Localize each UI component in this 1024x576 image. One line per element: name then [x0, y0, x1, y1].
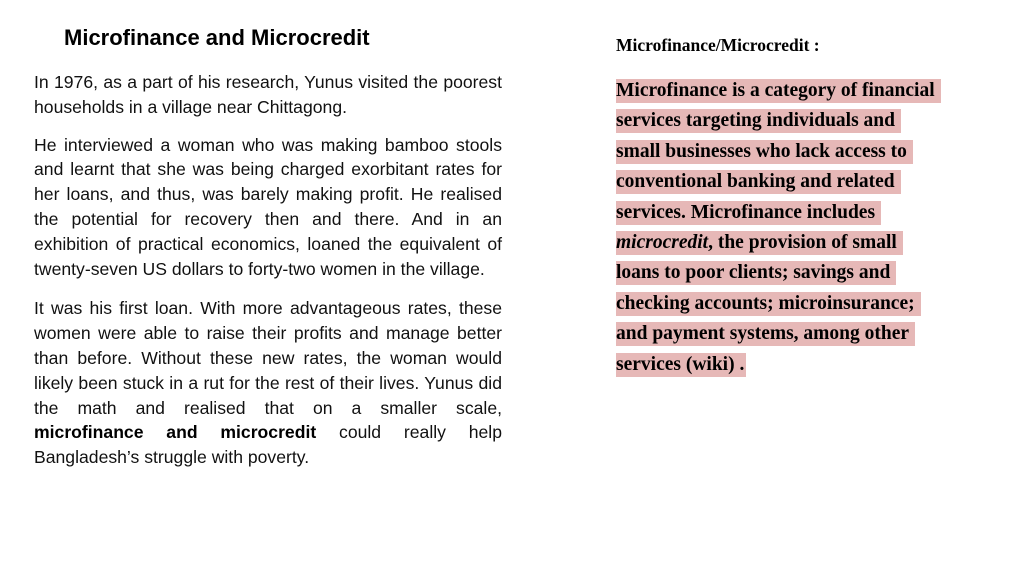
definition-line — [616, 260, 996, 290]
highlighted-text: and payment systems, among other — [616, 322, 915, 346]
highlighted-text: services. Microfinance includes — [616, 201, 881, 225]
definition-line — [616, 108, 996, 138]
definition-line — [616, 352, 996, 382]
definition-line — [616, 291, 996, 321]
highlighted-text: small businesses who lack access to — [616, 140, 913, 164]
highlighted-text-with-italic — [616, 231, 903, 255]
definition-line — [616, 139, 996, 169]
highlighted-text: loans to poor clients; savings and — [616, 261, 896, 285]
highlighted-text: Microfinance is a category of financial — [616, 79, 941, 103]
paragraph-3-text-after: could really help Bangladesh’s struggle with poverty. — [34, 422, 502, 468]
definition-line — [616, 169, 996, 199]
italic-term: microcredit — [616, 231, 709, 253]
left-title: Microfinance and Microcredit — [64, 25, 370, 50]
highlighted-text: services targeting individuals and — [616, 109, 901, 133]
paragraph-3-text-before: It was his first loan. With more advantageous rates, these women were able to raise their profits and manage better than before. Without these new rates, the woman would likely been stuck in a rut for the rest of their lives. Yunus did the math and realised that on a smaller scale, — [34, 298, 502, 418]
paragraph-2: He interviewed a woman who was making bamboo stools and learnt that she was being charged exorbitant rates for her loans, and thus, was barely making profit. He realised the potential for recovery then and there. And in an exhibition of practical economics, loaned the equivalent of twenty-seven US dollars to forty-two women in the village. — [34, 134, 502, 279]
definition-line — [616, 78, 996, 108]
highlighted-text: checking accounts; microinsurance; — [616, 292, 921, 316]
definition-line — [616, 200, 996, 230]
definition-block — [616, 78, 996, 382]
paragraph-1: In 1976, as a part of his research, Yunus visited the poorest households in a village near Chittagong. — [34, 72, 502, 117]
definition-line — [616, 321, 996, 351]
paragraph-3 — [34, 296, 502, 470]
highlighted-text: , the provision of small — [708, 231, 897, 253]
definition-line — [616, 230, 996, 260]
left-body — [34, 70, 502, 483]
highlighted-text: conventional banking and related — [616, 170, 901, 194]
right-heading: Microfinance/Microcredit : — [616, 35, 820, 55]
paragraph-3-bold-term: microfinance and microcredit — [34, 422, 317, 443]
highlighted-text: services (wiki) . — [616, 353, 745, 375]
